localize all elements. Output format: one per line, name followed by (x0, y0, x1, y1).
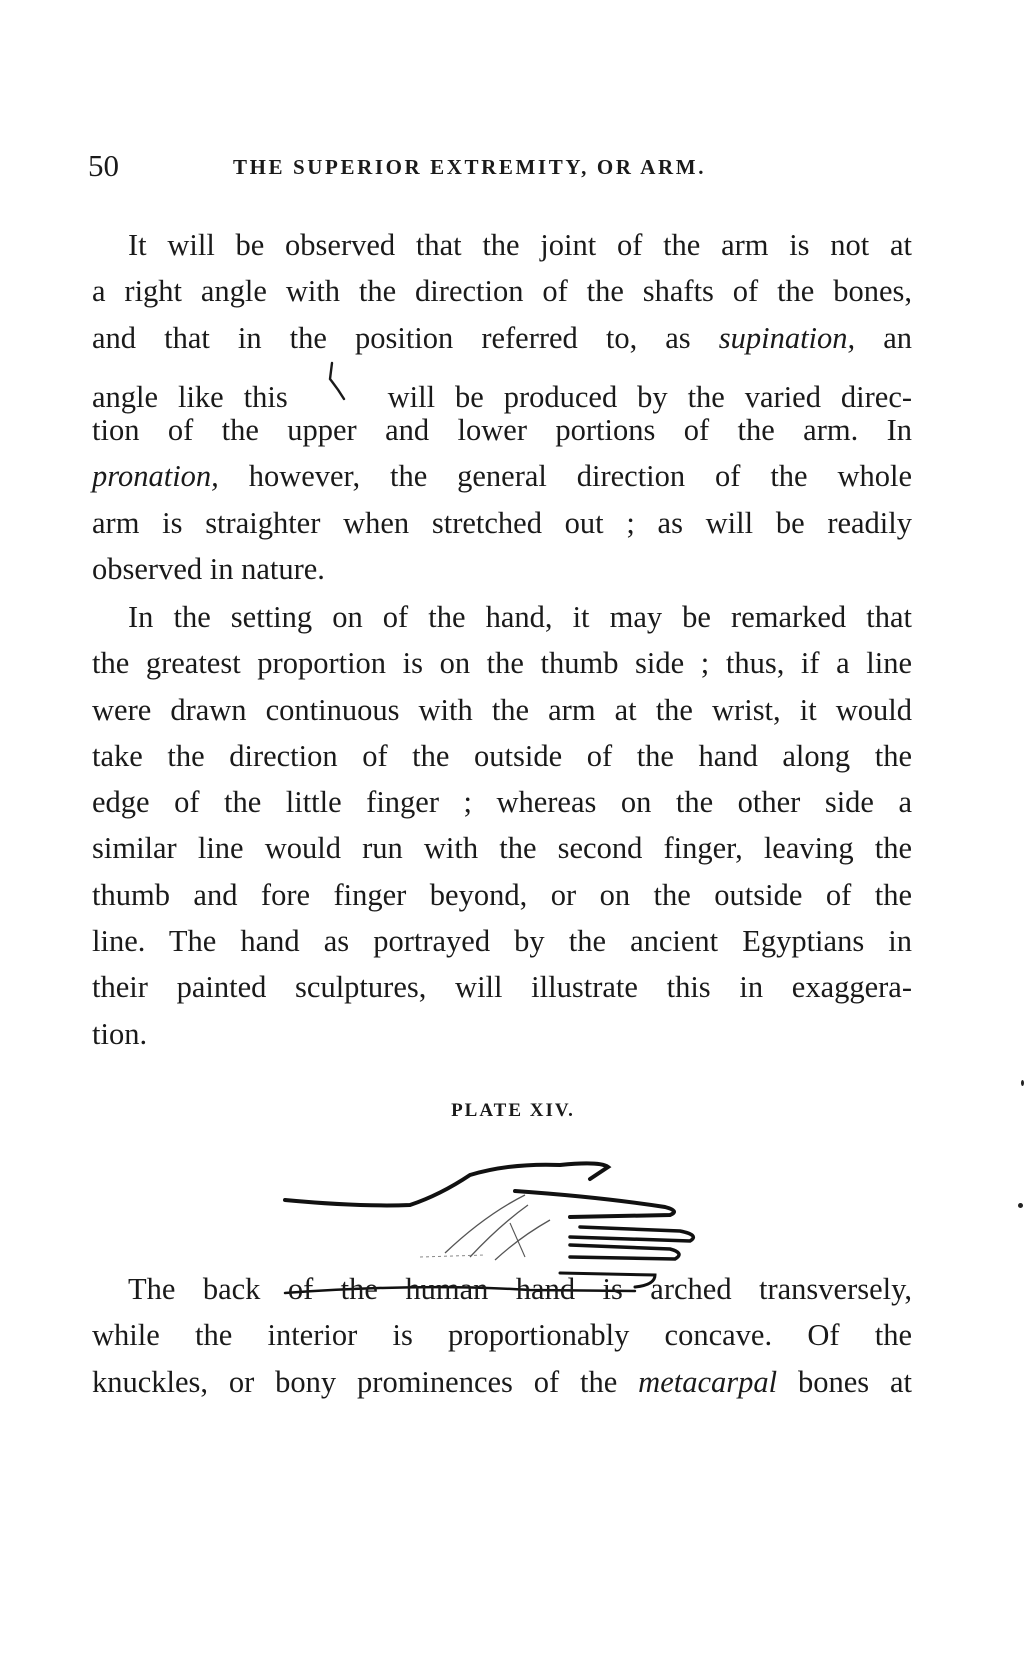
page-header (88, 148, 912, 188)
italic-term: metacarpal (638, 1364, 778, 1399)
text-line: a right angle with the direction of the shafts of the bones, (92, 274, 912, 309)
scan-speck (1018, 1203, 1023, 1208)
text-line: the greatest proportion is on the thumb side ; thus, if a line (92, 646, 912, 681)
text-line: line. The hand as portrayed by the ancient Egyptians in (92, 924, 912, 959)
text-line: tion. (92, 1016, 148, 1051)
text-line: thumb and fore finger beyond, or on the outside of the (92, 877, 912, 912)
text-line: angle like this will be produced by the varied direc- (92, 361, 912, 407)
text-line: The back of the human hand is arched transversely, (128, 1272, 912, 1306)
text-line: were drawn continuous with the arm at the wrist, it would (92, 692, 912, 727)
running-title: THE SUPERIOR EXTREMITY, OR ARM. (233, 155, 707, 179)
text-line: while the interior is proportionably concave. Of the (92, 1318, 912, 1353)
text-line: take the direction of the outside of the hand along the (92, 738, 912, 773)
text-line: their painted sculptures, will illustrate this in exaggera- (92, 970, 912, 1005)
text-line: pronation, however, the general direction of the whole (92, 459, 913, 494)
text-line: and that in the position referred to, as supination, an (92, 320, 913, 355)
text-line: In the setting on of the hand, it may be remarked that (128, 600, 912, 634)
paragraph-3 (92, 1266, 912, 1405)
page-number: 50 (88, 148, 119, 183)
text-line: edge of the little finger ; whereas on the other side a (92, 785, 912, 820)
italic-term: supination, (718, 320, 856, 355)
italic-term: pronation, (92, 459, 219, 494)
text-line: observed in nature. (92, 552, 325, 587)
text-line: similar line would run with the second finger, leaving the (92, 831, 912, 866)
text-line: knuckles, or bony prominences of the metacarpal bones at (92, 1364, 913, 1399)
text-line: tion of the upper and lower portions of the arm. In (92, 413, 912, 448)
paragraph-1 (92, 222, 912, 592)
scan-speck (1021, 1080, 1024, 1086)
text-line: arm is straighter when stretched out ; as will be readily (92, 505, 912, 540)
plate-label: PLATE XIV. (451, 1100, 575, 1121)
text-line: It will be observed that the joint of the arm is not at (128, 228, 912, 262)
paragraph-2 (92, 594, 912, 1057)
